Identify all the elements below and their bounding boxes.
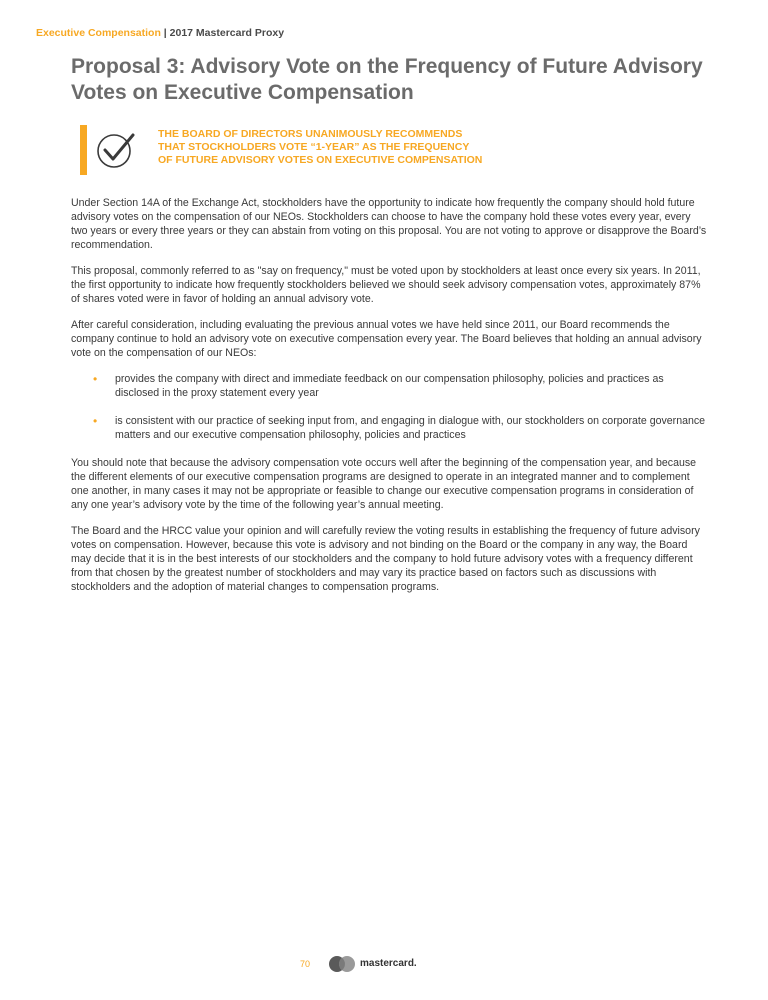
- page-footer: [0, 955, 768, 975]
- paragraph-say-on-frequency: This proposal, commonly referred to as "say on frequency," must be voted upon by stockholders at least once every six years. In 2011, the first opportunity to indicate how frequently stockholders believed we should seek advisory compensation votes, approximately 87% of shares voted were in favor of holding an annual advisory vote.: [71, 265, 701, 305]
- paragraph-hrcc-review: The Board and the HRCC value your opinion and will carefully review the voting results in establishing the frequency of future advisory votes on compensation. However, because this vote is advisory and not binding on the Board or the company in any way, the Board may decide that it is in the best interests of our stockholders and the company to hold future advisory votes with a frequency different from that chosen by the greatest number of stockholders and may vary its practice based on factors such as discussions with stockholders and the adoption of material changes to compensation programs.: [71, 525, 700, 593]
- list-item: [71, 414, 707, 442]
- running-header: [36, 27, 284, 39]
- recommendation-line: OF FUTURE ADVISORY VOTES ON EXECUTIVE COMPENSATION: [158, 154, 483, 166]
- brand-wordmark: mastercard.: [360, 958, 417, 969]
- page-number: 70: [300, 959, 311, 969]
- paragraph-section-14a: Under Section 14A of the Exchange Act, stockholders have the opportunity to indicate how frequently the company should hold future advisory votes on the compensation of our NEOs. Stockholders can choose to have the company hold these votes every year, every two years or every three years or they can abstain from voting on this proposal. You are not voting to approve or disapprove the Board’s recommendation.: [71, 197, 707, 251]
- list-item-text: provides the company with direct and immediate feedback on our compensation philosophy, policies and practices as disclosed in the proxy statement every year: [115, 373, 664, 399]
- recommendation-accent-bar: [80, 125, 87, 175]
- paragraph-board-recommendation: After careful consideration, including evaluating the previous annual votes we have held since 2011, our Board recommends the company continue to hold an advisory vote on executive compensation every year. The Board believes that holding an annual advisory vote on the compensation of our NEOs:: [71, 319, 702, 359]
- checkmark-icon: [95, 129, 137, 171]
- body-text: [71, 196, 707, 606]
- header-separator: |: [160, 27, 170, 39]
- board-recommendation: [158, 128, 578, 167]
- bullet-icon: •: [93, 414, 98, 428]
- bullet-icon: •: [93, 372, 98, 386]
- page-title: Proposal 3: Advisory Vote on the Frequency of Future Advisory Votes on Executive Compensation: [71, 55, 703, 104]
- paragraph-timing-note: You should note that because the advisory compensation vote occurs well after the beginning of the compensation year, and because the different elements of our executive compensation programs are designed to operate in an integrated manner and to complement one another, in many cases it may not be appropriate or feasible to change our executive compensation programs in consideration of any one year’s advisory vote by the time of the following year’s annual meeting.: [71, 457, 697, 511]
- list-item: [71, 372, 707, 400]
- benefits-list: [71, 372, 707, 442]
- recommendation-line: THE BOARD OF DIRECTORS UNANIMOUSLY RECOMMENDS: [158, 128, 463, 140]
- mastercard-logo-icon: [328, 955, 356, 973]
- header-document: 2017 Mastercard Proxy: [169, 27, 285, 39]
- header-section: Executive Compensation: [36, 27, 161, 39]
- recommendation-line: THAT STOCKHOLDERS VOTE “1-YEAR” AS THE FREQUENCY: [158, 141, 470, 153]
- list-item-text: is consistent with our practice of seeking input from, and engaging in dialogue with, our stockholders on corporate governance matters and our executive compensation philosophy, policies and practices: [115, 415, 706, 441]
